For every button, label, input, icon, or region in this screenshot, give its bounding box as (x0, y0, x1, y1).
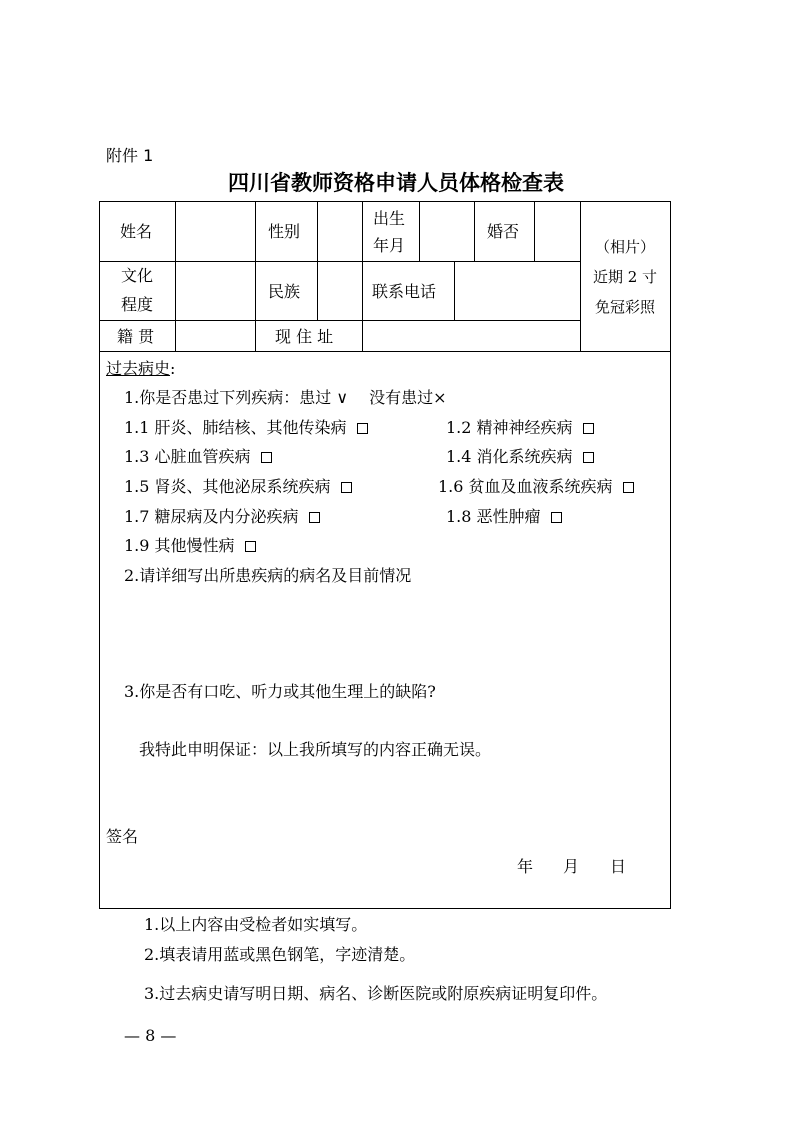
checkbox[interactable] (623, 482, 634, 493)
col-divider (175, 201, 176, 261)
col-divider (419, 201, 420, 261)
disease-item (124, 538, 256, 554)
disease-item-label: 1.3 心脏血管疾病 (124, 447, 251, 466)
disease-item-label: 1.8 恶性肿瘤 (446, 507, 541, 526)
signature-label: 签名 (106, 827, 139, 846)
disease-item (446, 509, 562, 525)
date-year-label: 年 (517, 857, 534, 876)
note-2: 2.填表请用蓝或黑色钢笔，字迹清楚。 (144, 945, 416, 964)
row-divider (99, 351, 671, 352)
col-divider (454, 261, 455, 320)
birth-date-field[interactable] (422, 204, 472, 259)
photo-placeholder-label: （相片） (594, 238, 656, 256)
disease-item-label: 1.1 肝炎、肺结核、其他传染病 (124, 418, 347, 437)
birth-label-line2: 年月 (373, 236, 406, 255)
attachment-label: 附件 1 (106, 146, 154, 165)
disease-item-label: 1.2 精神神经疾病 (446, 418, 573, 437)
question-1: 1.你是否患过下列疾病：患过 ∨ 没有患过× (124, 388, 447, 407)
col-divider (474, 201, 475, 261)
note-1: 1.以上内容由受检者如实填写。 (144, 915, 368, 934)
education-label-line1: 文化 (121, 266, 154, 285)
address-label: 现 住 址 (275, 327, 334, 346)
disease-item-label: 1.7 糖尿病及内分泌疾病 (124, 507, 299, 526)
ethnicity-label: 民族 (268, 282, 301, 301)
disease-item (124, 479, 352, 495)
photo-size-label: 近期 2 寸 (592, 268, 658, 286)
date-day-label: 日 (610, 857, 627, 876)
question-2: 2.请详细写出所患疾病的病名及目前情况 (124, 566, 412, 585)
disease-item-label: 1.9 其他慢性病 (124, 536, 235, 555)
row-divider (99, 261, 580, 262)
date-month-label: 月 (563, 857, 580, 876)
checkbox[interactable] (357, 423, 368, 434)
checkbox[interactable] (583, 423, 594, 434)
checkbox[interactable] (261, 452, 272, 463)
col-divider (255, 320, 256, 351)
col-divider (317, 201, 318, 261)
col-divider (255, 261, 256, 320)
photo-requirement-label: 免冠彩照 (594, 298, 656, 316)
education-label-line2: 程度 (121, 295, 154, 314)
phone-field[interactable] (457, 264, 578, 318)
gender-label: 性别 (268, 222, 301, 241)
gender-field[interactable] (320, 204, 360, 259)
disease-item (124, 509, 320, 525)
phone-label: 联系电话 (372, 282, 437, 301)
col-divider (580, 201, 581, 351)
declaration-text: 我特此申明保证：以上我所填写的内容正确无误。 (139, 740, 492, 759)
address-field[interactable] (365, 323, 578, 349)
table-border-left (99, 201, 100, 908)
col-divider (362, 261, 363, 320)
disease-item (124, 449, 272, 465)
disease-item (438, 479, 634, 495)
table-border-bottom (99, 908, 671, 909)
disease-item (124, 420, 368, 436)
form-title: 四川省教师资格申请人员体格检查表 (228, 171, 564, 195)
col-divider (362, 201, 363, 261)
disease-item (446, 420, 594, 436)
marital-status-field[interactable] (537, 204, 578, 259)
checkbox[interactable] (341, 482, 352, 493)
native-place-label: 籍 贯 (117, 327, 155, 346)
marital-status-label: 婚否 (487, 222, 520, 241)
col-divider (175, 320, 176, 351)
history-heading-colon: : (170, 359, 176, 378)
disease-details-field[interactable] (120, 590, 660, 670)
col-divider (175, 261, 176, 320)
table-border-top (99, 201, 671, 202)
checkbox[interactable] (551, 512, 562, 523)
name-label: 姓名 (120, 222, 153, 241)
birth-label-line1: 出生 (373, 209, 406, 228)
row-divider (99, 320, 580, 321)
name-field[interactable] (178, 204, 253, 259)
page-number: — 8 — (124, 1026, 177, 1045)
col-divider (534, 201, 535, 261)
col-divider (362, 320, 363, 351)
question-3: 3.你是否有口吃、听力或其他生理上的缺陷? (124, 682, 436, 701)
ethnicity-field[interactable] (320, 264, 360, 318)
signature-field[interactable] (150, 820, 350, 850)
checkbox[interactable] (309, 512, 320, 523)
history-heading (106, 361, 175, 377)
table-border-right (670, 201, 671, 908)
native-place-field[interactable] (178, 323, 253, 349)
disease-item-label: 1.6 贫血及血液系统疾病 (438, 477, 613, 496)
col-divider (255, 201, 256, 261)
checkbox[interactable] (583, 452, 594, 463)
disease-item (446, 449, 594, 465)
checkbox[interactable] (245, 541, 256, 552)
disease-item-label: 1.5 肾炎、其他泌尿系统疾病 (124, 477, 331, 496)
disease-item-label: 1.4 消化系统疾病 (446, 447, 573, 466)
col-divider (317, 261, 318, 320)
education-field[interactable] (178, 264, 253, 318)
history-heading-text: 过去病史 (106, 359, 171, 378)
note-3: 3.过去病史请写明日期、病名、诊断医院或附原疾病证明复印件。 (144, 984, 608, 1003)
